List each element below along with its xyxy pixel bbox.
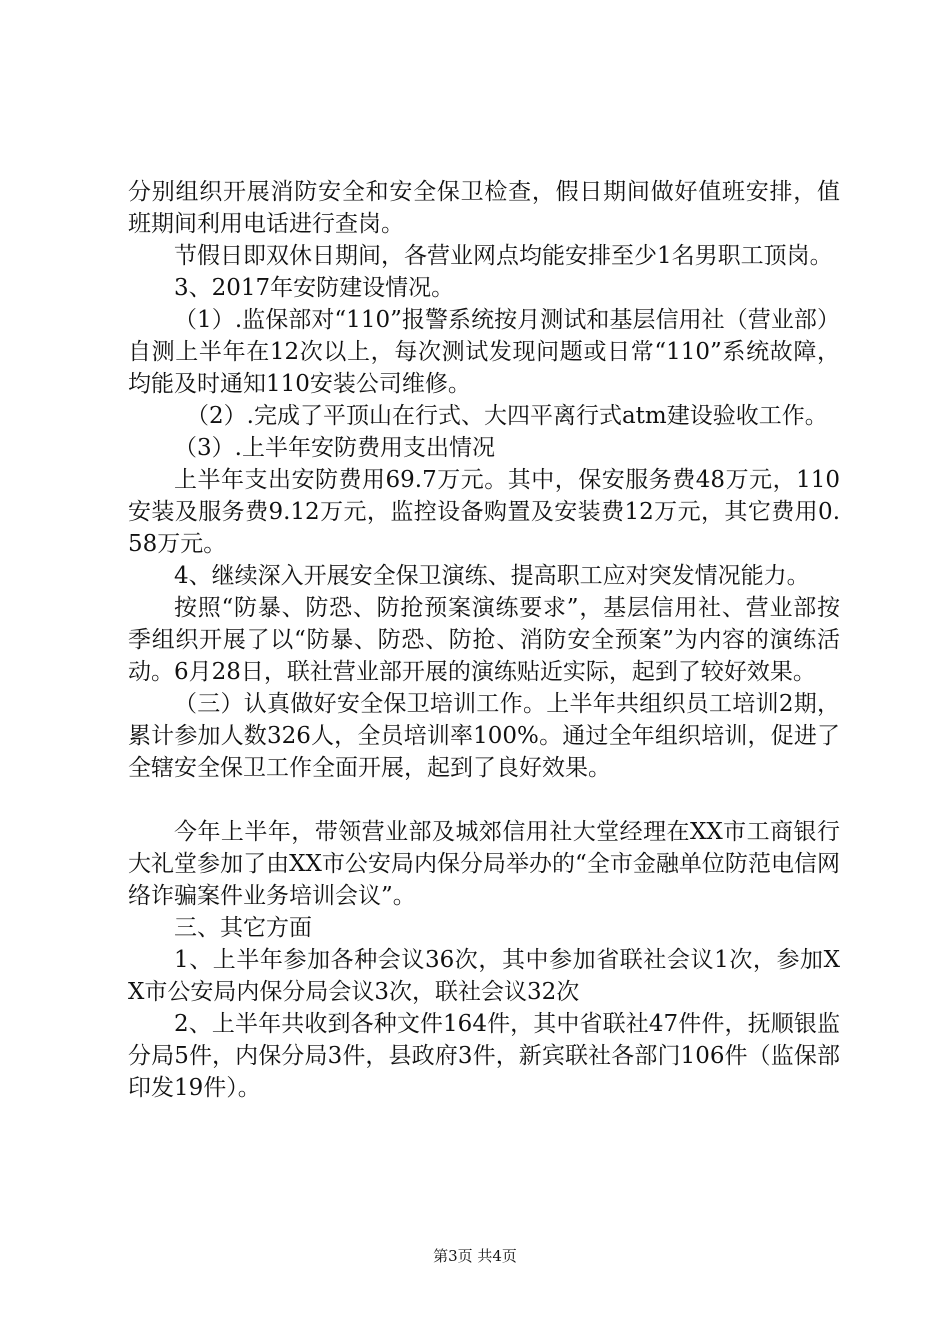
paragraph-drill-activities: 按照“防暴、防恐、防抢预案演练要求”，基层信用社、营业部按季组织开展了以“防暴、防恐、防抢、消防安全预案”为内容的演练活动。6月28日，联社营业部开展的演练贴近实际，起到了较好效果。 (128, 595, 840, 685)
page-number-footer: 第3页 共4页 (433, 1247, 517, 1265)
heading-other-aspects: 三、其它方面 (174, 915, 312, 941)
paragraph-expense-details: 上半年支出安防费用69.7万元。其中，保安服务费48万元，110安装及服务费9.12万元，监控设备购置及安装费12万元，其它费用0.58万元。 (128, 467, 840, 557)
paragraph-holiday-staffing: 节假日即双休日期间，各营业网点均能安排至少1名男职工顶岗。 (174, 243, 833, 269)
paragraph-atm-acceptance: （2）.完成了平顶山在行式、大四平离行式atm建设验收工作。 (186, 403, 828, 429)
paragraph-meetings-attended: 1、上半年参加各种会议36次，其中参加省联社会议1次，参加XX市公安局内保分局会议3次，联社会议32次 (128, 947, 840, 1005)
document-body (128, 176, 840, 1104)
paragraph-security-training: （三）认真做好安全保卫培训工作。上半年共组织员工培训2期，累计参加人数326人，全员培训率100%。通过全年组织培训，促进了全辖安全保卫工作全面开展，起到了良好效果。 (128, 691, 840, 781)
paragraph-documents-received: 2、上半年共收到各种文件164件，其中省联社47件件，抚顺银监分局5件，内保分局3件，县政府3件，新宾联社各部门106件（监保部印发19件）。 (128, 1011, 840, 1101)
heading-security-expenses: （3）.上半年安防费用支出情况 (174, 435, 495, 461)
paragraph-duty-arrangement: 分别组织开展消防安全和安全保卫检查，假日期间做好值班安排，值班期间利用电话进行查岗。 (128, 179, 840, 237)
heading-security-construction: 3、2017年安防建设情况。 (174, 275, 455, 301)
paragraph-spacer (128, 784, 840, 816)
heading-security-drills: 4、继续深入开展安全保卫演练、提高职工应对突发情况能力。 (174, 563, 810, 589)
paragraph-alarm-testing: （1）.监保部对“110”报警系统按月测试和基层信用社（营业部）自测上半年在12次以上，每次测试发现问题或日常“110”系统故障，均能及时通知110安装公司维修。 (128, 307, 840, 397)
paragraph-fraud-prevention-meeting: 今年上半年，带领营业部及城郊信用社大堂经理在XX市工商银行大礼堂参加了由XX市公安局内保分局举办的“全市金融单位防范电信网络诈骗案件业务培训会议”。 (128, 819, 840, 909)
